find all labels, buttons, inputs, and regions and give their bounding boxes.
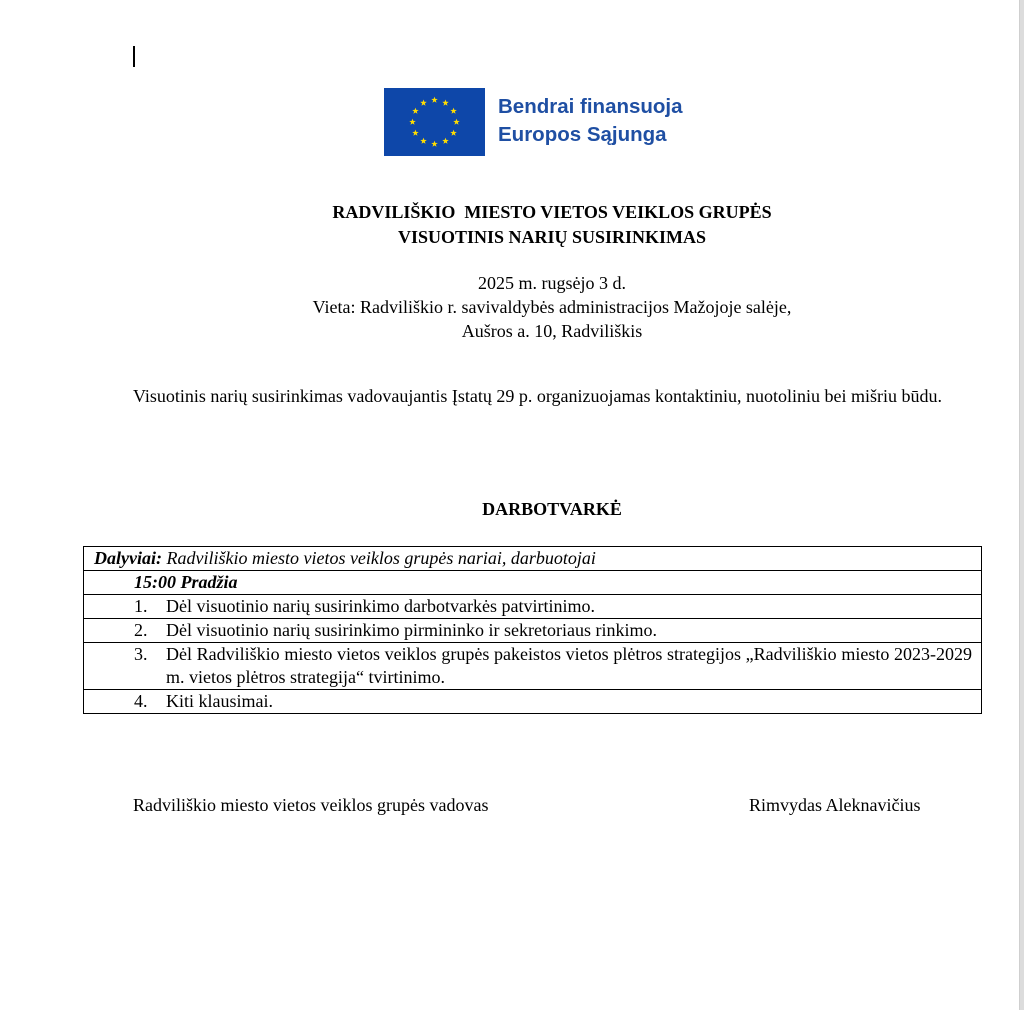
title-line-2: VISUOTINIS NARIŲ SUSIRINKIMAS bbox=[397, 227, 707, 247]
start-time: 15:00 Pradžia bbox=[134, 572, 238, 592]
item-number: 3. bbox=[134, 644, 148, 664]
page-edge bbox=[1019, 0, 1024, 1010]
eu-star-icon bbox=[409, 119, 415, 125]
eu-star-icon bbox=[450, 130, 456, 136]
eu-cofunded-logo bbox=[384, 88, 714, 156]
item-number: 1. bbox=[134, 596, 148, 616]
agenda-table bbox=[83, 546, 982, 714]
agenda-item bbox=[94, 690, 981, 713]
eu-stars bbox=[384, 88, 485, 156]
agenda-item bbox=[94, 619, 981, 642]
agenda-heading: DARBOTVARKĖ bbox=[482, 499, 622, 519]
table-row bbox=[84, 619, 982, 643]
agenda-item bbox=[94, 595, 981, 618]
eu-star-icon bbox=[420, 138, 426, 144]
document-title bbox=[120, 200, 984, 250]
eu-star-icon bbox=[431, 97, 437, 103]
meeting-details bbox=[120, 271, 984, 343]
item-text: Dėl visuotinio narių susirinkimo pirmininko ir sekretoriaus rinkimo. bbox=[166, 620, 657, 640]
table-row bbox=[84, 595, 982, 619]
participants-text: Radviliškio miesto vietos veiklos grupės nariai, darbuotojai bbox=[161, 548, 596, 568]
participants-cell bbox=[84, 547, 982, 571]
logo-line-2: Europos Sąjunga bbox=[498, 123, 667, 146]
eu-star-icon bbox=[442, 100, 448, 106]
item-number: 2. bbox=[134, 620, 148, 640]
table-row bbox=[84, 643, 982, 690]
table-row bbox=[84, 571, 982, 595]
eu-star-icon bbox=[412, 108, 418, 114]
title-line-1: RADVILIŠKIO MIESTO VIETOS VEIKLOS GRUPĖS bbox=[332, 202, 772, 222]
eu-star-icon bbox=[431, 141, 437, 147]
meeting-venue: Vieta: Radviliškio r. savivaldybės administracijos Mažojoje salėje, bbox=[312, 297, 792, 317]
eu-flag-icon bbox=[384, 88, 485, 156]
eu-star-icon bbox=[450, 108, 456, 114]
eu-star-icon bbox=[412, 130, 418, 136]
logo-text bbox=[498, 93, 683, 149]
eu-star-icon bbox=[420, 100, 426, 106]
agenda-item bbox=[94, 643, 981, 689]
logo-line-1: Bendrai finansuoja bbox=[498, 95, 683, 118]
item-text: Dėl Radviliškio miesto vietos veiklos grupės pakeistos vietos plėtros strategijos „Radviliškio miesto 2023-2029 m. vietos plėtros strategija“ tvirtinimo. bbox=[166, 644, 972, 687]
intro-paragraph: Visuotinis narių susirinkimas vadovaujantis Įstatų 29 p. organizuojamas kontaktiniu, nuotoliniu bei mišriu būdu. bbox=[133, 386, 943, 406]
signatory-name: Rimvydas Aleknavičius bbox=[749, 795, 921, 815]
item-number: 4. bbox=[134, 691, 148, 711]
eu-star-icon bbox=[453, 119, 459, 125]
item-text: Kiti klausimai. bbox=[166, 691, 273, 711]
item-text: Dėl visuotinio narių susirinkimo darbotvarkės patvirtinimo. bbox=[166, 596, 595, 616]
signatory-position: Radviliškio miesto vietos veiklos grupės vadovas bbox=[133, 795, 489, 815]
meeting-address: Aušros a. 10, Radviliškis bbox=[461, 321, 643, 341]
participants-label: Dalyviai: bbox=[94, 548, 162, 568]
text-cursor bbox=[133, 46, 135, 67]
eu-star-icon bbox=[442, 138, 448, 144]
meeting-date: 2025 m. rugsėjo 3 d. bbox=[478, 273, 626, 293]
table-row bbox=[84, 690, 982, 714]
table-row bbox=[84, 547, 982, 571]
